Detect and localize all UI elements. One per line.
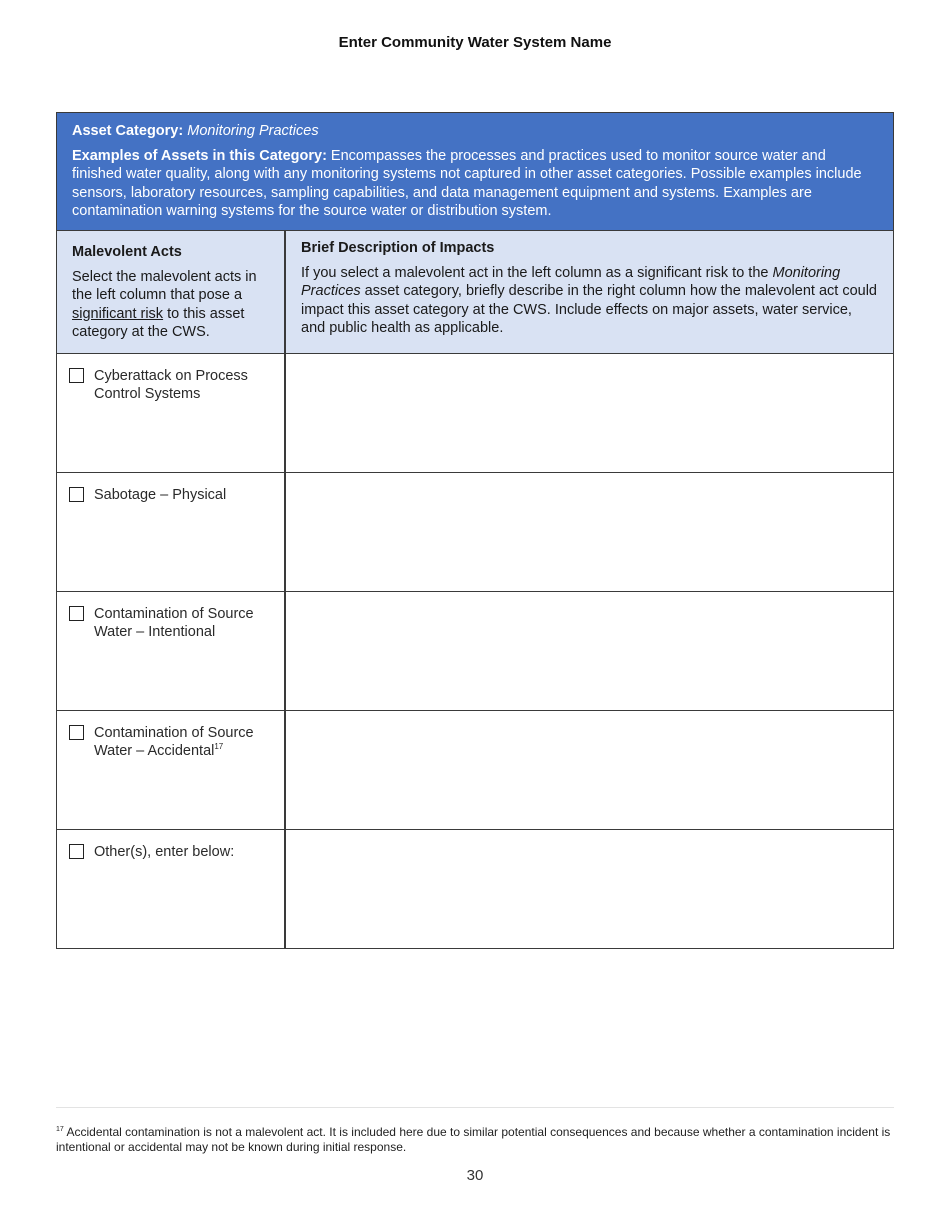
malevolent-acts-header: [57, 231, 286, 353]
act-cell: [57, 592, 286, 710]
act-checkbox[interactable]: [69, 368, 84, 383]
footnote: [56, 1125, 894, 1155]
act-checkbox[interactable]: [69, 487, 84, 502]
act-checkbox[interactable]: [69, 844, 84, 859]
act-cell: [57, 473, 286, 591]
footnote-divider: [56, 1107, 894, 1108]
impacts-title: Brief Description of Impacts: [301, 239, 495, 256]
impact-description-field[interactable]: [286, 473, 893, 591]
table-row: [57, 473, 893, 592]
malevolent-acts-title: Malevolent Acts: [72, 243, 182, 260]
footnote-ref: 17: [214, 742, 224, 752]
table-row: [57, 830, 893, 948]
impact-description-field[interactable]: [286, 354, 893, 472]
impact-description-field[interactable]: [286, 592, 893, 710]
act-checkbox[interactable]: [69, 725, 84, 740]
asset-examples: [72, 147, 878, 221]
asset-category-header: [57, 113, 893, 231]
impacts-instructions: If you select a malevolent act in the left column as a significant risk to the Monitoring Practices asset category, briefly describe in the right column how the malevolent act could impact this asset category at the CWS. Include effects on major assets, water service, and public health as applicable.: [301, 264, 877, 336]
act-checkbox[interactable]: [69, 606, 84, 621]
impacts-header: [286, 231, 893, 353]
page-title: Enter Community Water System Name: [338, 34, 612, 51]
asset-category-label: Asset Category:: [72, 123, 184, 139]
act-cell: [57, 830, 286, 948]
act-label: Other(s), enter below:: [94, 843, 235, 860]
impact-description-field[interactable]: [286, 711, 893, 829]
footnote-marker: 17: [56, 1126, 64, 1133]
column-header-row: [57, 231, 893, 354]
table-row: [57, 711, 893, 830]
malevolent-acts-table: [56, 112, 894, 949]
table-row: [57, 354, 893, 473]
page-number: 30: [466, 1167, 484, 1184]
asset-category-line: [72, 122, 878, 141]
asset-examples-label: Examples of Assets in this Category:: [72, 147, 327, 164]
act-label: Contamination of Source Water – Intentional: [94, 605, 254, 640]
footnote-text: Accidental contamination is not a malevolent act. It is included here due to similar potential consequences and because whether a contamination incident is intentional or accidental may not be known during initial response.: [56, 1125, 891, 1154]
act-label: Contamination of Source Water – Accidental$^{17}$: [94, 724, 254, 759]
act-cell: [57, 354, 286, 472]
act-label: Cyberattack on Process Control Systems: [94, 367, 248, 402]
malevolent-acts-instructions: Select the malevolent acts in the left column that pose a significant risk to this asset category at the CWS.: [72, 268, 257, 340]
impact-description-field[interactable]: [286, 830, 893, 948]
act-cell: [57, 711, 286, 829]
significant-risk-term: significant risk: [72, 305, 164, 322]
asset-examples-text: Encompasses the processes and practices used to monitor source water and finished water quality, along with any monitoring systems not captured in other asset categories. Possible examples include sensors, laboratory resources, sampling capabilities, and data management equipment and systems. Examples are contamination warning systems for the source water or distribution system.: [72, 147, 862, 219]
table-row: [57, 592, 893, 711]
act-label: Sabotage – Physical: [94, 486, 227, 503]
asset-category-name: Monitoring Practices: [187, 123, 319, 139]
